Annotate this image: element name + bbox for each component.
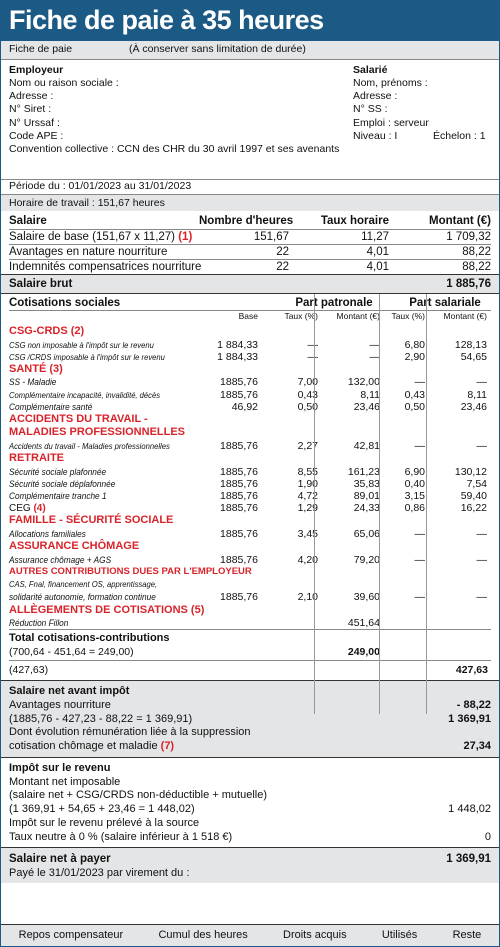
niveau: Niveau : I [353, 129, 398, 142]
total-salarial: 427,63 [455, 664, 488, 676]
cotisation-label: Allocations familiales [9, 528, 86, 539]
total-calc: (700,64 - 451,64 = 249,00) [9, 646, 134, 659]
salary-col-header: Salaire [9, 215, 47, 227]
footnote-ref: (7) [160, 740, 175, 753]
net-line: Avantages nourriture [9, 698, 111, 711]
section-label: ACCIDENTS DU TRAVAIL - [9, 412, 148, 425]
salarie-field: Nom, prénoms : [353, 77, 428, 90]
part-salariale-header: Part salariale [409, 297, 481, 309]
cotisation-row [9, 339, 491, 351]
cotisation-section [9, 540, 491, 554]
net-avant-impot-heading: Salaire net avant impôt [9, 685, 130, 698]
employeur-field: N° Urssaf : [9, 116, 60, 129]
cotisation-label: Accidents du travail - Maladies professionnelles [9, 440, 170, 451]
salary-row [9, 244, 491, 259]
impot-line: (1 369,91 + 54,65 + 23,46 = 1 448,02) [9, 803, 195, 816]
salary-row [9, 259, 491, 274]
salary-taux: 4,01 [366, 246, 389, 258]
footer-tabs [1, 924, 499, 946]
cotisation-base: 1885,76 [220, 477, 258, 490]
footer-tab-reste: Reste [452, 928, 482, 941]
sub-header: Montant (€) [443, 311, 487, 321]
horaire: Horaire de travail : 151,67 heures [1, 194, 499, 211]
taux-patronal: 2,27 [297, 439, 318, 452]
employeur-field: Code APE : [9, 129, 64, 142]
taux-patronal: — [307, 350, 318, 363]
cotisation-section [9, 363, 491, 377]
net-line: cotisation chômage et maladie [9, 740, 158, 753]
salary-table [1, 211, 499, 274]
cotisation-label: SS - Maladie [9, 377, 57, 388]
salary-heures: 22 [276, 246, 289, 258]
cotisation-section [9, 604, 491, 618]
net-value: - 88,22 [456, 698, 491, 711]
montant-salarial: 128,13 [454, 338, 487, 351]
footnote-ref: (4) [30, 503, 46, 515]
cotisation-section [9, 566, 491, 580]
montant-patronal: 451,64 [347, 617, 380, 630]
montant-salarial: 8,11 [467, 388, 487, 401]
cotisations-subheader [9, 310, 491, 323]
salarie-block [353, 64, 498, 143]
salarie-heading: Salarié [353, 64, 388, 76]
taux-salarial: — [414, 439, 425, 452]
montant-patronal: — [369, 350, 380, 363]
montant-salarial: — [476, 553, 487, 566]
convention: Convention collective : CCN des CHR du 30 avril 1997 et ses avenants [9, 142, 340, 155]
section-label: AUTRES CONTRIBUTIONS DUES PAR L'EMPLOYEUR [9, 565, 252, 577]
montant-salarial: 59,40 [460, 490, 487, 502]
section-label: MALADIES PROFESSIONNELLES [9, 426, 186, 439]
section-label: CSG-CRDS (2) [9, 325, 85, 337]
total-sal-row [9, 660, 491, 680]
salary-heures: 22 [276, 261, 289, 273]
cotisation-base: 46,92 [231, 400, 258, 413]
taux-patronal: 4,72 [297, 490, 318, 502]
cotisation-row [9, 401, 491, 413]
section-label: FAMILLE - SÉCURITÉ SOCIALE [9, 514, 174, 527]
footer-tab-repos: Repos compensateur [18, 928, 124, 941]
total-sal-calc: (427,63) [9, 664, 49, 676]
cotisation-label: Complémentaire tranche 1 [9, 491, 107, 501]
salary-row-label: Avantages en nature nourriture [9, 246, 168, 258]
taux-salarial: 0,50 [404, 400, 425, 413]
employeur-field: Adresse : [9, 90, 54, 103]
salary-taux: 4,01 [366, 261, 389, 273]
montant-salarial: 7,54 [466, 477, 487, 490]
cotisation-row [9, 554, 491, 566]
salaire-brut-label: Salaire brut [9, 277, 73, 290]
cotisation-row [9, 440, 491, 452]
impot-block [1, 757, 499, 848]
salary-row [9, 229, 491, 244]
cotisation-base: 1885,76 [220, 388, 258, 401]
cotisations-rows [9, 323, 491, 629]
cotisation-row [9, 351, 491, 363]
cotisation-row [9, 591, 491, 603]
cotisation-label: CEG [9, 503, 31, 515]
montant-salarial: — [476, 439, 487, 452]
cotisations-header [9, 296, 491, 310]
taux-salarial: 0,40 [404, 477, 425, 490]
cotisation-row [9, 617, 491, 629]
taux-patronal: 8,55 [297, 465, 318, 478]
taux-salarial: 3,15 [404, 490, 425, 502]
montant-patronal: 24,33 [353, 502, 380, 515]
salarie-level [353, 130, 498, 143]
impot-value: 1 448,02 [448, 803, 491, 816]
taux-salarial: 6,80 [404, 338, 425, 351]
cotisation-row [9, 579, 491, 591]
taux-patronal: 4,20 [297, 553, 318, 566]
impot-line: (salaire net + CSG/CRDS non-déductible + mutuelle) [9, 789, 268, 802]
net-line: Dont évolution rémunération liée à la suppression [9, 726, 251, 739]
taux-patronal: 0,50 [297, 400, 318, 413]
cotisations-table [1, 293, 499, 680]
impot-line: Montant net imposable [9, 775, 121, 788]
salarie-field: N° SS : [353, 103, 388, 116]
salary-montant: 1 709,32 [446, 231, 491, 243]
cotisation-section [9, 325, 491, 339]
cotisation-base: 1885,76 [220, 527, 258, 540]
cotisation-label: Sécurité sociale plafonnée [9, 466, 107, 477]
taux-salarial: 0,86 [404, 502, 425, 515]
cotisation-base: 1 884,33 [217, 350, 258, 363]
net-line: (1885,76 - 427,23 - 88,22 = 1 369,91) [9, 712, 193, 725]
total-patronal: 249,00 [347, 646, 380, 659]
montant-salarial: 54,65 [460, 350, 487, 363]
footer-tab-droits: Droits acquis [283, 928, 347, 941]
montant-patronal: 8,11 [360, 388, 380, 401]
cotisation-row [9, 502, 491, 514]
montant-patronal: 79,20 [353, 553, 380, 566]
taux-salarial: 2,90 [404, 350, 425, 363]
salary-col-header: Montant (€) [429, 215, 491, 227]
impot-heading: Impôt sur le revenu [9, 761, 111, 774]
taux-patronal: 1,90 [297, 477, 318, 490]
cotisation-base: 1885,76 [220, 376, 258, 389]
cotisation-label: CSG non imposable à l'impôt sur le revenu [9, 339, 154, 350]
cotisation-label: CAS, Fnal, financement OS, apprentissage, [9, 579, 158, 590]
salary-taux: 11,27 [361, 231, 389, 243]
cotisation-label: Complémentaire incapacité, invalidité, décès [9, 389, 161, 400]
parties-block [1, 59, 499, 179]
impot-value: 0 [484, 830, 491, 843]
montant-patronal: 161,23 [347, 465, 380, 478]
salary-col-header: Taux horaire [320, 215, 389, 227]
taux-salarial: 0,43 [404, 388, 425, 401]
periode: Période du : 01/01/2023 au 31/01/2023 [1, 179, 499, 194]
payslip-label: Fiche de paie [9, 43, 73, 56]
total-label: Total cotisations-contributions [9, 632, 170, 645]
montant-salarial: 16,22 [460, 502, 487, 515]
sub-header: Montant (€) [336, 311, 380, 321]
montant-salarial: — [476, 527, 487, 540]
cotisation-row [9, 376, 491, 388]
salary-row-label: Indemnités compensatrices nourriture [9, 261, 202, 273]
montant-patronal: 89,01 [353, 490, 380, 502]
cotisation-row [9, 389, 491, 401]
footer-tab-utilises: Utilisés [381, 928, 418, 941]
cotisation-row [9, 490, 491, 502]
sub-header: Taux (%) [391, 311, 425, 321]
taux-salarial: — [414, 553, 425, 566]
taux-patronal: 1,29 [297, 502, 318, 515]
cotisation-row [9, 478, 491, 490]
cotisation-section [9, 514, 491, 528]
montant-salarial: — [476, 591, 487, 604]
cotisation-label: Assurance chômage + AGS [9, 554, 112, 565]
salary-header-row [9, 214, 491, 229]
cotisation-row [9, 466, 491, 478]
taux-patronal: — [307, 338, 318, 351]
taux-patronal: 7,00 [297, 376, 318, 389]
cotisation-base: 1885,76 [220, 490, 258, 502]
cotisation-label: solidarité autonomie, formation continue [9, 592, 156, 603]
section-label: ASSURANCE CHÔMAGE [9, 540, 140, 553]
part-patronale-header: Part patronale [295, 297, 373, 309]
total-cotisations [9, 629, 491, 680]
employeur-block [9, 64, 339, 156]
section-label: SANTÉ (3) [9, 362, 63, 375]
montant-patronal: 39,60 [353, 591, 380, 604]
salarie-field: Emploi : serveur [353, 116, 429, 129]
montant-salarial: — [476, 376, 487, 389]
montant-patronal: 35,83 [353, 477, 380, 490]
salary-row-label: Salaire de base (151,67 x 11,27) [9, 231, 176, 243]
employeur-heading: Employeur [9, 64, 64, 76]
cotisation-base: 1885,76 [220, 502, 258, 515]
taux-salarial: — [414, 591, 425, 604]
net-a-payer-value: 1 369,91 [446, 853, 491, 866]
cotisation-section [9, 426, 491, 440]
montant-salarial: 130,12 [454, 465, 487, 478]
salaire-brut-value: 1 885,76 [446, 277, 491, 290]
paid-note: Payé le 31/01/2023 par virement du : [9, 866, 190, 879]
montant-patronal: 23,46 [353, 400, 380, 413]
net-a-payer [1, 847, 499, 883]
salary-heures: 151,67 [253, 231, 289, 243]
total-calc-row [9, 646, 491, 660]
cotisations-heading: Cotisations sociales [9, 297, 121, 309]
cotisation-label: Réduction Fillon [9, 618, 69, 629]
footnote-ref: (1) [178, 231, 193, 243]
montant-salarial: 23,46 [460, 400, 487, 413]
net-value: 1 369,91 [448, 712, 491, 725]
salary-montant: 88,22 [462, 246, 491, 258]
cotisation-label: Sécurité sociale déplafonnée [9, 478, 116, 489]
taux-patronal: 3,45 [297, 527, 318, 540]
section-label: ALLÈGEMENTS DE COTISATIONS (5) [9, 603, 205, 616]
net-value: 27,34 [463, 740, 491, 753]
cotisation-base: 1885,76 [220, 465, 258, 478]
taux-salarial: 6,90 [404, 465, 425, 478]
salary-montant: 88,22 [462, 261, 491, 273]
taux-salarial: — [414, 376, 425, 389]
sub-header: Taux (%) [284, 311, 318, 321]
montant-patronal: 65,06 [353, 527, 380, 540]
cotisation-base: 1 884,33 [217, 338, 258, 351]
cotisation-label: Complémentaire santé [9, 401, 93, 412]
retention-note: (À conserver sans limitation de durée) [129, 43, 306, 56]
salaire-brut-row [1, 274, 499, 293]
section-label: RETRAITE [9, 452, 64, 465]
cotisation-section [9, 452, 491, 466]
montant-patronal: — [369, 338, 380, 351]
sub-header: Base [238, 311, 258, 321]
employeur-field: Nom ou raison sociale : [9, 77, 119, 90]
net-a-payer-label: Salaire net à payer [9, 853, 111, 866]
page-title: Fiche de paie à 35 heures [1, 1, 499, 41]
montant-patronal: 42,81 [353, 439, 380, 452]
cotisation-base: 1885,76 [220, 591, 258, 604]
echelon: Échelon : 1 [433, 129, 486, 142]
impot-line: Taux neutre à 0 % (salaire inférieur à 1 518 €) [9, 830, 233, 843]
cotisation-label: CSG /CRDS imposable à l'impôt sur le revenu [9, 351, 165, 362]
salarie-field: Adresse : [353, 90, 398, 103]
salary-col-header: Nombre d'heures [199, 215, 294, 227]
cotisation-base: 1885,76 [220, 439, 258, 452]
cotisation-row [9, 528, 491, 540]
net-avant-impot [1, 680, 499, 757]
impot-line: Impôt sur le revenu prélevé à la source [9, 816, 200, 829]
footer-tab-cumul: Cumul des heures [158, 928, 248, 941]
montant-patronal: 132,00 [347, 376, 380, 389]
taux-salarial: — [414, 527, 425, 540]
employeur-field: N° Siret : [9, 103, 52, 116]
cotisation-section [9, 413, 491, 427]
taux-patronal: 2,10 [297, 591, 318, 604]
payslip-header [1, 41, 499, 59]
taux-patronal: 0,43 [297, 388, 318, 401]
cotisation-base: 1885,76 [220, 553, 258, 566]
